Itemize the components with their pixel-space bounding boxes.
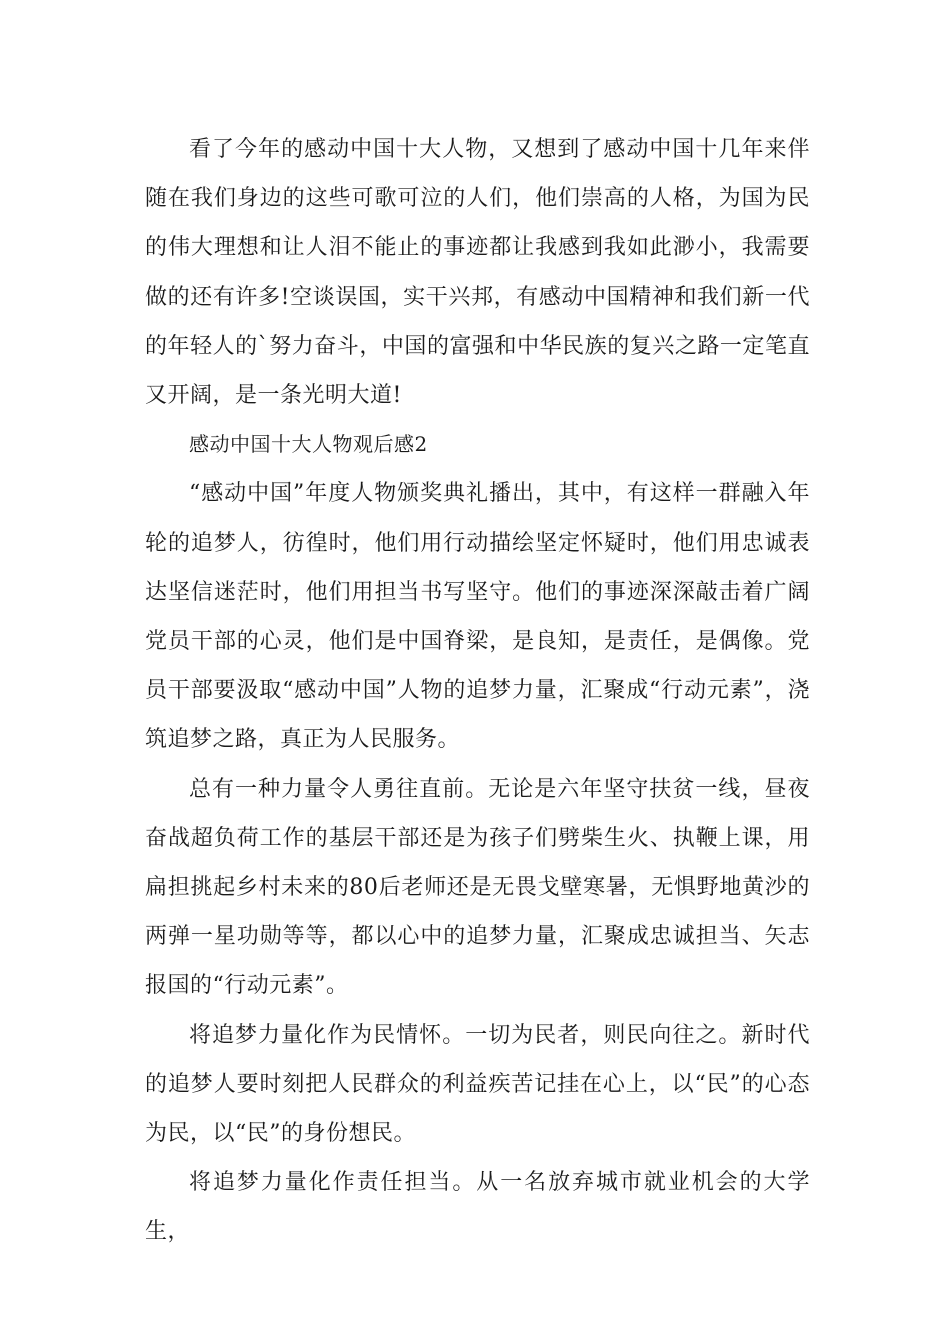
- section-heading: 感动中国十大人物观后感2: [189, 432, 428, 457]
- document-body: [145, 125, 810, 1257]
- paragraph-1: 看了今年的感动中国十大人物，又想到了感动中国十几年来伴随在我们身边的这些可歌可泣的人们，他们崇高的人格，为国为民的伟大理想和让人泪不能止的事迹都让我感到我如此渺小，我需要做的还有许多!空谈误国，实干兴邦，有感动中国精神和我们新一代的年轻人的`努力奋斗，中国的富强和中华民族的复兴之路一定笔直又开阔，是一条光明大道!: [145, 137, 810, 409]
- paragraph-3: 总有一种力量令人勇往直前。无论是六年坚守扶贫一线，昼夜奋战超负荷工作的基层干部还是为孩子们劈柴生火、执鞭上课，用扁担挑起乡村未来的80后老师还是无畏戈壁寒暑，无惧野地黄沙的两弹一星功勋等等，都以心中的追梦力量，汇聚成忠诚担当、矢志报国的“行动元素”。: [145, 776, 810, 999]
- paragraph-4: 将追梦力量化作为民情怀。一切为民者，则民向往之。新时代的追梦人要时刻把人民群众的利益疾苦记挂在心上，以“民”的心态为民，以“民”的身份想民。: [145, 1022, 810, 1147]
- paragraph-5: 将追梦力量化作责任担当。从一名放弃城市就业机会的大学生，: [145, 1170, 810, 1245]
- paragraph-2: “感动中国”年度人物颁奖典礼播出，其中，有这样一群融入年轮的追梦人，彷徨时，他们用行动描绘坚定怀疑时，他们用忠诚表达坚信迷茫时，他们用担当书写坚守。他们的事迹深深敲击着广阔党员干部的心灵，他们是中国脊梁，是良知，是责任，是偶像。党员干部要汲取“感动中国”人物的追梦力量，汇聚成“行动元素”，浇筑追梦之路，真正为人民服务。: [145, 481, 810, 753]
